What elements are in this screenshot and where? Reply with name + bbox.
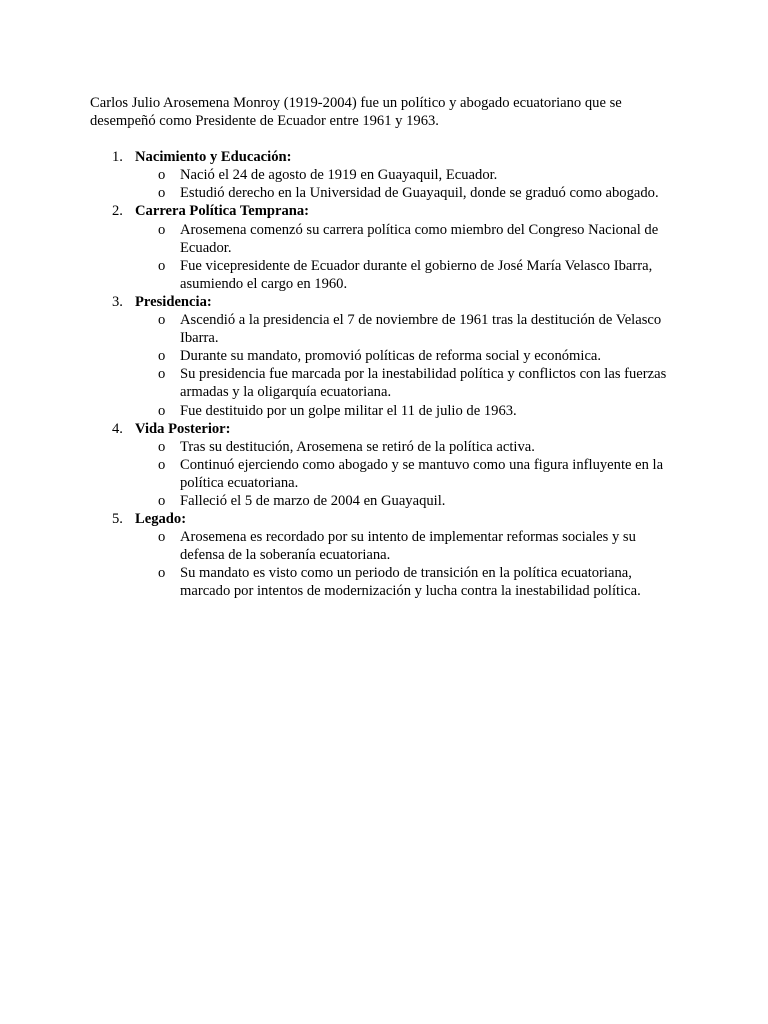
- bullet-text: Su presidencia fue marcada por la inestabilidad política y conflictos con las fuerzas armadas y la oligarquía ecuatoriana.: [180, 366, 667, 401]
- bullet-text: Su mandato es visto como un periodo de transición en la política ecuatoriana, marcado por intentos de modernización y lucha contra la inestabilidad política.: [180, 565, 641, 600]
- bullet-item: [135, 257, 680, 293]
- bullet-item: [135, 221, 680, 257]
- bullet-marker-icon: o: [158, 492, 166, 509]
- bullet-item: [135, 456, 680, 492]
- bullet-marker-icon: o: [158, 529, 166, 546]
- document-page: [90, 94, 680, 601]
- bullet-item: [135, 528, 680, 564]
- bullet-item: [135, 564, 680, 600]
- section-number: 1.: [112, 149, 123, 166]
- bullet-text: Nació el 24 de agosto de 1919 en Guayaquil, Ecuador.: [180, 167, 498, 184]
- intro-paragraph: Carlos Julio Arosemena Monroy (1919-2004) fue un político y abogado ecuatoriano que se desempeñó como Presidente de Ecuador entre 1961 y 1963.: [90, 95, 622, 130]
- bullet-marker-icon: o: [158, 456, 166, 473]
- bullet-marker-icon: o: [158, 565, 166, 582]
- bullet-item: [135, 311, 680, 347]
- bullet-list: [135, 528, 680, 600]
- bullet-marker-icon: o: [158, 221, 166, 238]
- bullet-text: Estudió derecho en la Universidad de Guayaquil, donde se graduó como abogado.: [180, 185, 659, 202]
- bullet-marker-icon: o: [158, 312, 166, 329]
- bullet-marker-icon: o: [158, 167, 166, 184]
- section-title: Carrera Política Temprana:: [135, 203, 310, 220]
- bullet-text: Ascendió a la presidencia el 7 de noviembre de 1961 tras la destitución de Velasco Ibarra.: [180, 312, 662, 347]
- section-title: Nacimiento y Educación:: [135, 149, 292, 166]
- section-item: [90, 510, 680, 600]
- section-title: Vida Posterior:: [135, 420, 231, 437]
- bullet-item: [135, 166, 680, 184]
- bullet-marker-icon: o: [158, 366, 166, 383]
- bullet-text: Durante su mandato, promovió políticas de reforma social y económica.: [180, 348, 602, 365]
- bullet-item: [135, 402, 680, 420]
- bullet-item: [135, 365, 680, 401]
- bullet-text: Fue vicepresidente de Ecuador durante el gobierno de José María Velasco Ibarra, asumiendo el cargo en 1960.: [180, 257, 653, 292]
- bullet-marker-icon: o: [158, 348, 166, 365]
- bullet-text: Falleció el 5 de marzo de 2004 en Guayaquil.: [180, 492, 446, 509]
- section-item: [90, 420, 680, 510]
- bullet-text: Continuó ejerciendo como abogado y se mantuvo como una figura influyente en la política ecuatoriana.: [180, 456, 664, 491]
- section-number: 5.: [112, 511, 123, 528]
- bullet-list: [135, 166, 680, 202]
- section-list: [90, 148, 680, 600]
- section-item: [90, 148, 680, 202]
- bullet-marker-icon: o: [158, 402, 166, 419]
- bullet-item: [135, 347, 680, 365]
- section-item: [90, 293, 680, 420]
- bullet-item: [135, 184, 680, 202]
- section-title: Presidencia:: [135, 293, 212, 310]
- bullet-list: [135, 221, 680, 293]
- section-number: 2.: [112, 203, 123, 220]
- bullet-marker-icon: o: [158, 438, 166, 455]
- bullet-text: Tras su destitución, Arosemena se retiró de la política activa.: [180, 438, 535, 455]
- bullet-list: [135, 311, 680, 420]
- bullet-item: [135, 438, 680, 456]
- section-title: Legado:: [135, 511, 187, 528]
- bullet-text: Arosemena es recordado por su intento de implementar reformas sociales y su defensa de la soberanía ecuatoriana.: [180, 529, 636, 564]
- section-item: [90, 202, 680, 292]
- bullet-text: Fue destituido por un golpe militar el 11 de julio de 1963.: [180, 402, 517, 419]
- bullet-item: [135, 492, 680, 510]
- bullet-text: Arosemena comenzó su carrera política como miembro del Congreso Nacional de Ecuador.: [180, 221, 659, 256]
- bullet-marker-icon: o: [158, 185, 166, 202]
- section-number: 3.: [112, 293, 123, 310]
- bullet-list: [135, 438, 680, 510]
- bullet-marker-icon: o: [158, 257, 166, 274]
- section-number: 4.: [112, 420, 123, 437]
